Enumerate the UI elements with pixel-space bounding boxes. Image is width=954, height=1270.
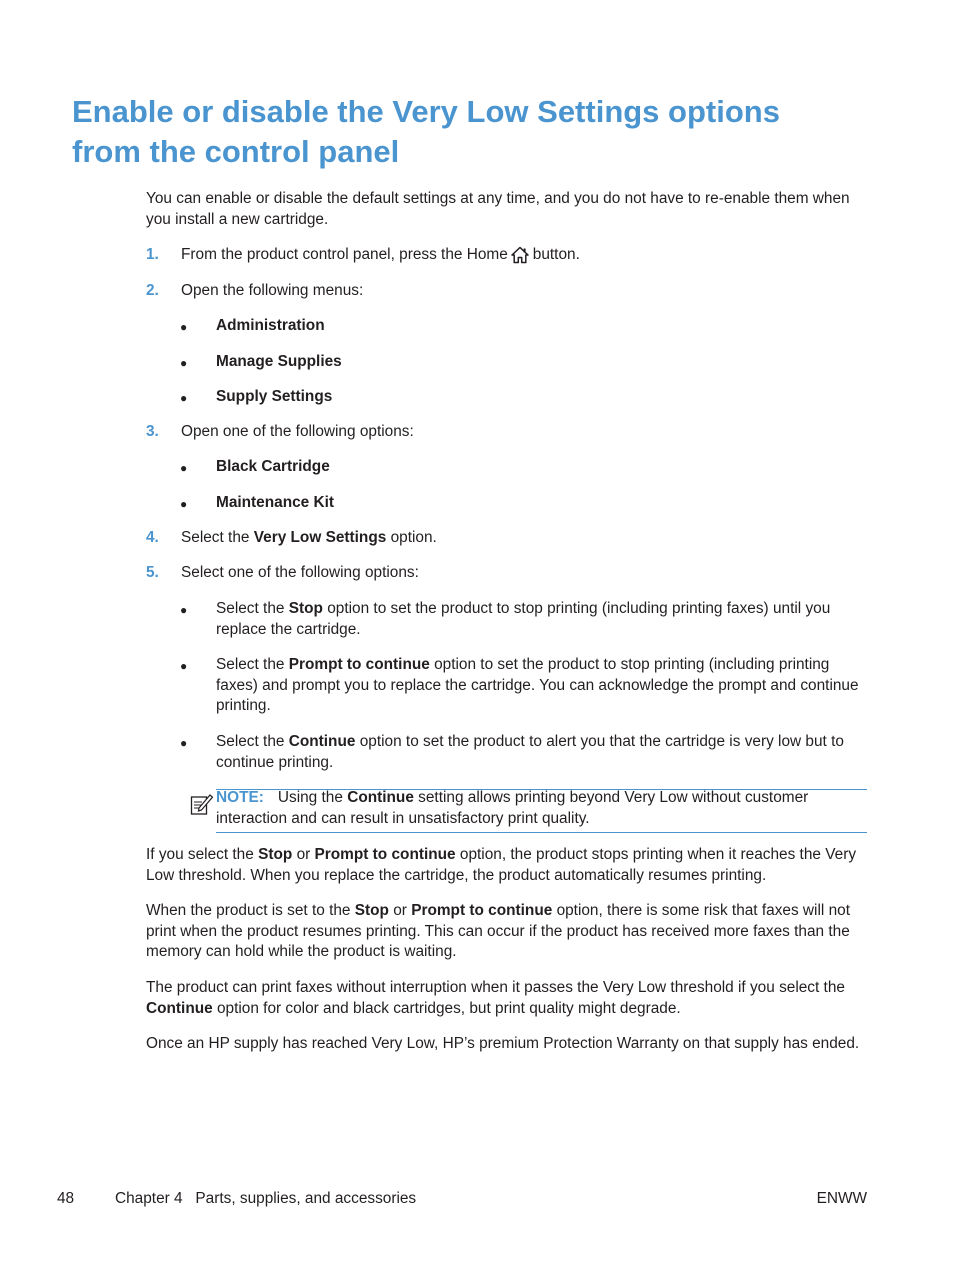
bullet-dot: ●: [180, 603, 188, 617]
choice-bold: Stop: [288, 600, 323, 617]
para-text: The product can print faxes without interruption when it passes the Very Low threshold if you select the: [146, 979, 845, 996]
option-item: Black Cartridge: [216, 458, 330, 475]
menu-item: Manage Supplies: [216, 353, 342, 370]
step-number: 4.: [146, 529, 159, 546]
note-bold: Continue: [347, 789, 414, 806]
para-text: If you select the: [146, 846, 254, 863]
bullet-dot: ●: [180, 356, 188, 370]
step-text-after: option.: [390, 529, 437, 546]
bullet-dot: ●: [180, 320, 188, 334]
footer-code: ENWW: [816, 1190, 867, 1207]
bullet-dot: ●: [180, 736, 188, 750]
page-number: 48: [57, 1190, 75, 1207]
choice-before: Select the: [216, 600, 285, 617]
para-bold: Prompt to continue: [314, 846, 456, 863]
para-bold: Stop: [354, 902, 389, 919]
choice-after: option to set the product to alert you that the cartridge is very low but to continue printing.: [216, 733, 844, 771]
para-text: or: [393, 902, 407, 919]
paragraph: Once an HP supply has reached Very Low, HP’s premium Protection Warranty on that supply has ended.: [146, 1035, 860, 1052]
step-text: [181, 245, 871, 271]
paragraph: [146, 901, 868, 963]
step-text: [181, 528, 871, 549]
step-text-before: From the product control panel, press the Home: [181, 246, 508, 263]
step-number: 2.: [146, 282, 159, 299]
choice-before: Select the: [216, 733, 285, 750]
title-line-1: Enable or disable the Very Low Settings options: [72, 94, 780, 129]
step-text: Open one of the following options:: [181, 423, 414, 440]
page-title: [72, 92, 912, 172]
note-after: setting allows printing beyond Very Low without customer interaction and can result in unsatisfactory print quality.: [216, 789, 809, 827]
step-text: Select one of the following options:: [181, 564, 419, 581]
para-bold: Prompt to continue: [411, 902, 553, 919]
option-item: Maintenance Kit: [216, 494, 335, 511]
step-number: 3.: [146, 423, 159, 440]
para-bold: Continue: [146, 999, 213, 1017]
bullet-dot: ●: [180, 497, 188, 511]
para-bold: Stop: [258, 846, 293, 863]
menu-item: Supply Settings: [216, 388, 333, 405]
paragraph: [146, 845, 868, 886]
paragraph: [146, 978, 868, 1019]
step-text-after: button.: [532, 246, 580, 263]
title-line-2: from the control panel: [72, 134, 400, 169]
para-text: When the product is set to the: [146, 902, 351, 919]
home-icon: [511, 246, 529, 271]
para-text: option, the product stops printing when it reaches the Very Low threshold. When you replace the cartridge, the product automatically resumes printing.: [146, 846, 857, 884]
note-text: [216, 788, 866, 829]
para-text: or: [296, 846, 311, 863]
para-text: option, there is some risk that faxes will not print when the product resumes printing. This can occur if the product has received more faxes than the memory can hold while the product is waiting.: [146, 902, 850, 960]
choice-item: [216, 655, 868, 717]
menu-item: Administration: [216, 317, 325, 334]
step-text-bold: Very Low Settings: [253, 529, 387, 546]
intro-paragraph: You can enable or disable the default settings at any time, and you do not have to re-enable them when you install a new cartridge.: [146, 190, 850, 228]
step-text-before: Select the: [181, 529, 250, 546]
choice-bold: Continue: [288, 733, 356, 750]
bullet-dot: ●: [180, 659, 188, 673]
note-label: NOTE:: [216, 789, 264, 806]
choice-before: Select the: [216, 656, 285, 673]
choice-after: option to set the product to stop printing (including printing faxes) and prompt you to replace the cartridge. You can acknowledge the prompt and continue printing.: [216, 656, 859, 714]
note-pencil-icon: [190, 792, 214, 823]
choice-item: [216, 732, 868, 773]
choice-after: option to set the product to stop printing (including printing faxes) until you replace the cartridge.: [216, 600, 831, 638]
chapter-label: Chapter 4 Parts, supplies, and accessories: [115, 1190, 417, 1207]
choice-bold: Prompt to continue: [288, 656, 430, 673]
bullet-dot: ●: [180, 391, 188, 405]
step-text: Open the following menus:: [181, 282, 364, 299]
para-text: option for color and black cartridges, but print quality might degrade.: [216, 999, 681, 1017]
choice-item: [216, 599, 868, 640]
note-before: Using the: [277, 789, 343, 806]
step-number: 1.: [146, 246, 159, 263]
step-number: 5.: [146, 564, 159, 581]
bullet-dot: ●: [180, 461, 188, 475]
